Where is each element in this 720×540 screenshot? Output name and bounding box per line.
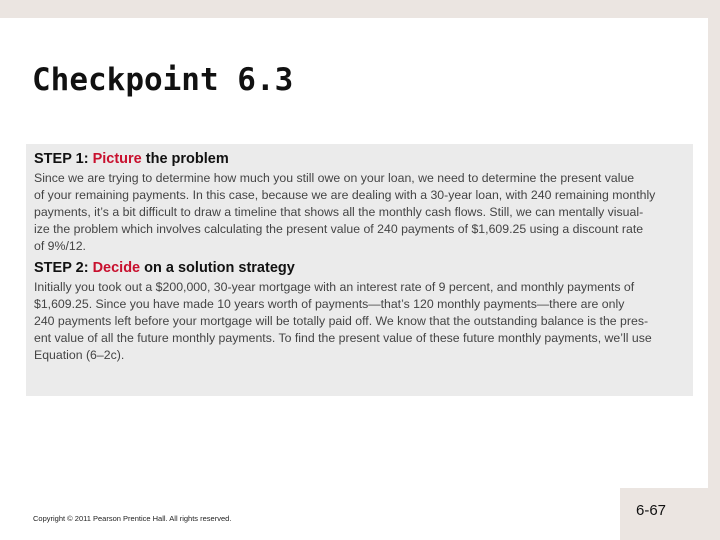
step-1-heading <box>34 150 685 168</box>
step-1-keyword: Picture <box>92 151 142 167</box>
content-box <box>26 144 693 396</box>
step-2-line: $1,609.25. Since you have made 10 years worth of payments—that’s 120 monthly payments—there are only <box>34 297 625 311</box>
step-2-line: 240 payments left before your mortgage will be totally paid off. We know that the outstanding balance is the pres- <box>34 314 649 328</box>
slide-title: Checkpoint 6.3 <box>32 62 294 98</box>
step-2-body <box>34 279 685 364</box>
step-1-line: of 9%/12. <box>34 239 86 253</box>
step-1-line: payments, it’s a bit difficult to draw a timeline that shows all the monthly cash flows. Still, we can mentally visual- <box>34 205 644 219</box>
right-frame-bar <box>708 0 720 540</box>
step-2-line: ent value of all the future monthly payments. To find the present value of these future monthly payments, we’ll use <box>34 331 652 345</box>
step-2-prefix: STEP 2: <box>34 260 93 276</box>
page-number: 6-67 <box>636 502 667 519</box>
top-frame-bar <box>0 0 720 18</box>
step-2-section <box>34 259 685 364</box>
step-2-line: Initially you took out a $200,000, 30-year mortgage with an interest rate of 9 percent, and monthly payments of <box>34 280 635 294</box>
step-2-suffix: on a solution strategy <box>140 260 295 276</box>
step-1-line: of your remaining payments. In this case, because we are dealing with a 30-year loan, with 240 remaining monthly <box>34 188 656 202</box>
step-1-prefix: STEP 1: <box>34 151 93 167</box>
step-2-heading <box>34 259 685 277</box>
step-1-suffix: the problem <box>141 151 229 167</box>
step-1-line: ize the problem which involves calculating the present value of 240 payments of $1,609.25 using a discount rate <box>34 222 644 236</box>
step-2-keyword: Decide <box>92 260 141 276</box>
step-1-section <box>34 150 685 255</box>
copyright-notice: Copyright © 2011 Pearson Prentice Hall. All rights reserved. <box>33 514 232 523</box>
step-2-line: Equation (6–2c). <box>34 348 125 362</box>
step-1-body <box>34 170 685 255</box>
step-1-line: Since we are trying to determine how much you still owe on your loan, we need to determine the present value <box>34 171 635 185</box>
page-number-panel <box>620 488 720 540</box>
